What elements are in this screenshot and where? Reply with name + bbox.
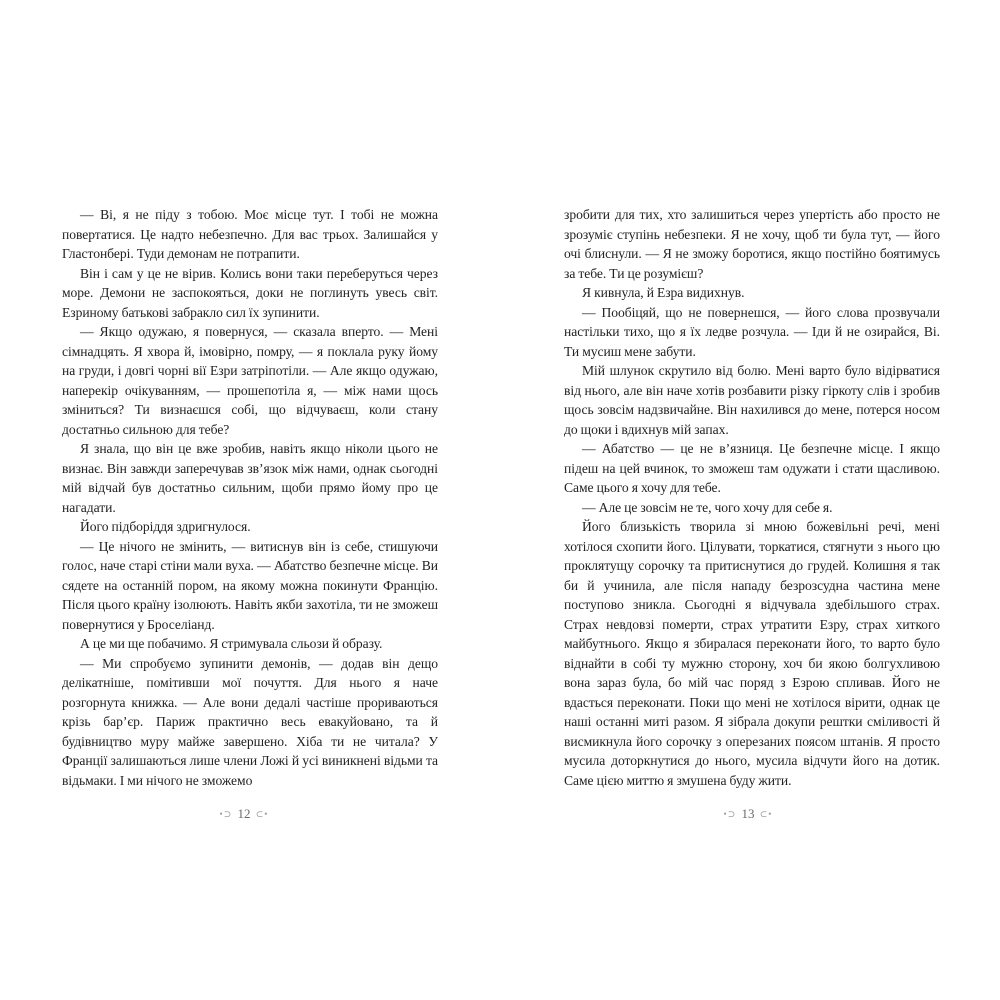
paragraph: — Ми спробуємо зупинити демонів, — додав він дещо делікатніше, помітивши мої почуття. Для нього я наче розгорнута книжка. — Але вони дедалі частіше прориваються крізь бар’єр. Париж практично весь евакуйовано, та й будівництво муру майже завершено. Хіба ти не читала? У Франції залишаються лише члени Ложі й усі виникнені відьми та відьмаки. І ми нічого не зможемо	[62, 655, 438, 788]
folio-ornament-right-icon: ⊂•	[759, 809, 773, 819]
paragraph: Я кивнула, й Езра видихнув.	[582, 285, 745, 300]
paragraph: Він і сам у це не вірив. Колись вони таки переберуться через море. Демони не заспокояться, доки не поглинуть увесь світ. Езриному батькові забракло сил їх зупинити.	[62, 265, 438, 320]
paragraph: — Ві, я не піду з тобою. Моє місце тут. І тобі не можна повертатися. Це надто небезпечно. Для вас трьох. Залишайся у Гластонбері. Туди демонам не потрапити.	[62, 207, 438, 261]
folio-ornament-right-icon: ⊂•	[255, 809, 269, 819]
paragraph-continued: зробити для тих, хто залишиться через упертість або просто не зрозуміє ступінь небезпеки. Я не хочу, щоб ти була тут, — його очі блиснули. — Я не зможу боротися, якщо постійно боятимусь за тебе. Ти це розумієш?	[564, 207, 940, 281]
right-page-text	[564, 205, 940, 790]
paragraph: Його близькість творила зі мною божевільні речі, мені хотілося схопити його. Цілувати, торкатися, стягнути з нього цю проклятущу сорочку та притиснутися до грудей. Колишня я так би й учинила, але після нападу безрозсудна частина мене поступово зникла. Сьогодні я відчувала здебільшого страх. Страх невдовзі померти, страх утратити Езру, страх хиткого майбутнього. Якщо я збиралася переконати його, то варто було віднайти в собі ту мужню сторону, хоч би якою болгухливою вона зараз була, бо мій час поряд з Езрою спливав. Його не вдасться переконати. Поки що мені не хотілося вірити, однак це наші останні миті разом. Я зібрала докупи рештки сміливості й висмикнула його сорочку з оперезаних поясом штанів. Я просто мусила доторкнутися до нього, мусила відчути його на дотик. Саме цією миттю я змушена буду жити.	[564, 519, 940, 788]
folio-ornament-left-icon: •⊃	[723, 809, 737, 819]
paragraph: — Але це зовсім не те, чого хочу для себе я.	[582, 499, 833, 515]
paragraph: — Абатство — це не в’язниця. Це безпечне місце. І якщо підеш на цей вчинок, то зможеш там одужати і стати щасливою. Саме цього я хочу для тебе.	[564, 441, 940, 495]
left-page-text	[62, 205, 438, 790]
paragraph: Мій шлунок скрутило від болю. Мені варто було відірватися від нього, але він наче хотів розбавити різку гіркоту слів і зробив щось зовсім надзвичайне. Він нахилився до мене, потерся носом до щоки і вдихнув мій запах.	[564, 363, 940, 437]
paragraph: — Це нічого не змінить, — витиснув він із себе, стишуючи голос, наче старі стіни мали вуха. — Абатство безпечне місце. Ви сядете на останній пором, на якому можна покинути Францію. Після цього країну ізолюють. Навіть якби захотіла, ти не зможеш повернутися у Броселіанд.	[62, 538, 438, 632]
page-number-right	[688, 806, 808, 822]
page-number: 12	[237, 806, 251, 821]
paragraph: Я знала, що він це вже зробив, навіть якщо ніколи цього не визнає. Він завжди заперечував зв’язок між нами, однак сьогодні мій відчай був достатньо сильним, щоби прямо йому про це нагадати.	[62, 441, 438, 515]
paragraph: — Пообіцяй, що не повернешся, — його слова прозвучали настільки тихо, що я їх ледве розчула. — Іди й не озирайся, Ві. Ти мусиш мене забути.	[564, 304, 940, 359]
paragraph: А це ми ще побачимо. Я стримувала сльози й образу.	[80, 636, 383, 651]
paragraph: — Якщо одужаю, я повернуся, — сказала вперто. — Мені сімнадцять. Я хвора й, імовірно, помру, — я поклала руку йому на груди, і довгі чорні вії Езри затріпотіли. — Але якщо одужаю, наперекір очікуванням, — прошепотіла я, — між нами щось зміниться? Ти визнаєшся собі, що відчуваєш, коли стану достатньо сильною для тебе?	[62, 324, 438, 437]
folio-ornament-left-icon: •⊃	[219, 809, 233, 819]
page-number-left	[184, 806, 304, 822]
page-number: 13	[741, 806, 755, 821]
paragraph: Його підборіддя здригнулося.	[80, 519, 251, 534]
